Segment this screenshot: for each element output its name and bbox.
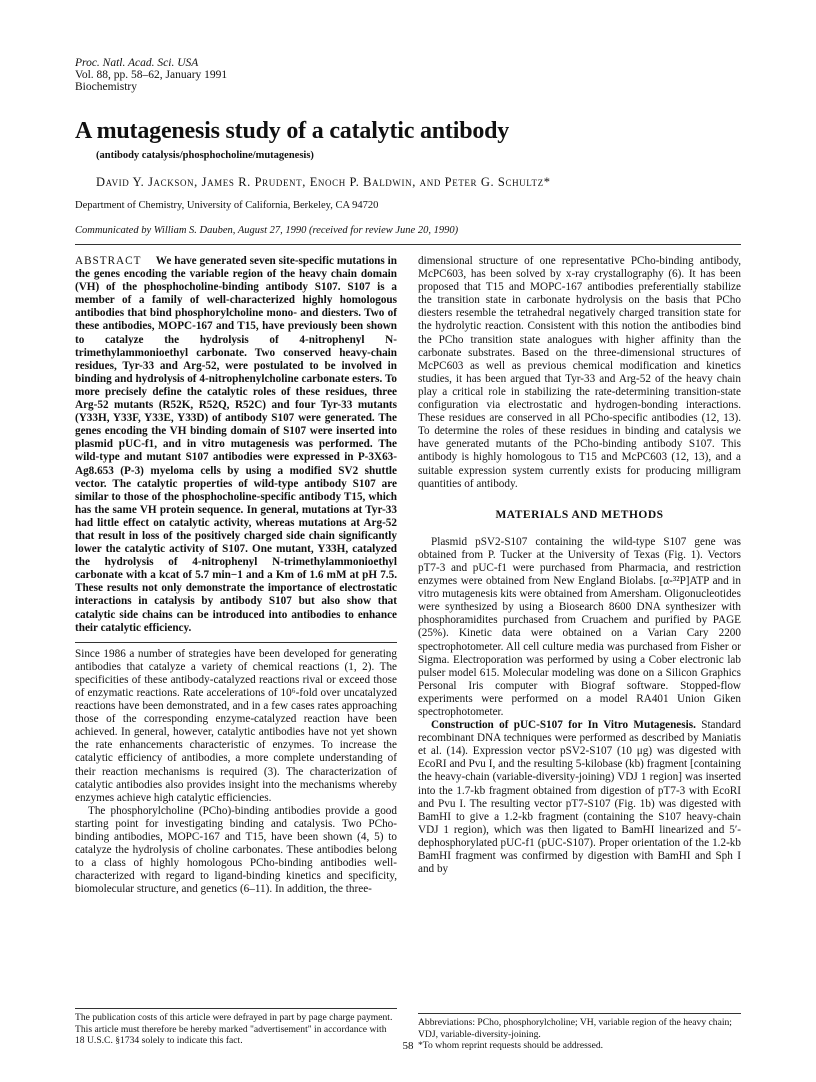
left-column — [75, 255, 397, 897]
intro-paragraph-2: The phosphorylcholine (PCho)-binding antibodies provide a good starting point for investigating binding and catalysis. Two PCho-binding antibodies, MOPC-167 and T15, have been shown (4, 5) to catalyze the hydrolysis of choline carbonates. These antibodies belong to a class of highly homologous PCho-binding antibodies well-characterized with regard to ligand-binding kinetics and specificity, biomolecular structure, and genetics (6–11). In addition, the three- — [75, 804, 397, 896]
methods-runin-heading: Construction of pUC-S107 for In Vitro Mutagenesis. — [431, 719, 696, 732]
footnotes-right — [418, 1017, 741, 1052]
communicated-by: Communicated by William S. Dauben, August 27, 1990 (received for review June 20, 1990) — [75, 225, 459, 236]
methods-paragraph-2-text: Standard recombinant DNA techniques were performed as described by Maniatis et al. (14). Expression vector pSV2-S107 (10 μg) was digested with EcoRI and Pvu I, and the resulting 5-kilobase (kb) fragment [containing the heavy-chain (variable-diversity-joining) VDJ 1 region] was inserted into the 1.7-kb fragment obtained from digestion of pT7-3 with EcoRI and Pvu I. The resulting vector pT7-S107 (Fig. 1b) was digested with BamHI to give a 1.2-kb fragment (containing the S107 heavy-chain VDJ 1 region), which was then ligated to BamHI linearized and 5′-dephosphorylated pUC-f1 (pUC-S107). Proper orientation of the 1.2-kb BamHI fragment was confirmed by digestion with BamHI and Sph I and by — [418, 719, 741, 876]
methods-paragraph-2 — [418, 719, 741, 876]
article-keywords: (antibody catalysis/phosphocholine/mutagenesis) — [96, 150, 314, 161]
header-rule — [75, 244, 741, 245]
methods-paragraph-1: Plasmid pSV2-S107 containing the wild-type S107 gene was obtained from P. Tucker at the University of Texas (Fig. 1). Vectors pT7-3 and pUC-f1 were purchased from Pharmacia, and restriction enzymes were obtained from New England Biolabs. [α-³²P]ATP and in vitro mutagenesis kits were obtained from Amersham. Oligonucleotides were synthesized by using a Biosearch 8600 DNA synthesizer with phosphoramidites purchased from Cruachem and purified by PAGE (25%). Kinetic data were obtained on a Varian Cary 2200 spectrophotometer. All cell culture media was purchased from Fisher or Sigma. Electroporation was performed by using a Cober electronic lab pulser model 615. Molecular modeling was done on a Silicon Graphics Personal Iris computer with Biograf software. Stopped-flow experiments were performed on a model RA401 Union Giken spectrophotometer. — [418, 535, 741, 718]
footnote-rule-right — [418, 1013, 741, 1014]
footnote-abbreviations: Abbreviations: PCho, phosphorylcholine; VH, variable region of the heavy chain; VDJ, variable-diversity-joining. — [418, 1017, 732, 1040]
page-number: 58 — [402, 1040, 414, 1052]
journal-volume: Vol. 88, pp. 58–62, January 1991 — [75, 69, 228, 81]
article-authors: David Y. Jackson, James R. Prudent, Enoch P. Baldwin, and Peter G. Schultz* — [96, 175, 551, 189]
journal-header — [75, 57, 227, 93]
right-column — [418, 255, 741, 876]
intro-continuation: dimensional structure of one representative PCho-binding antibody, McPC603, has been solved by x-ray crystallography (6). It has been proposed that T15 and MOPC-167 antibodies preferentially stabilize the transition state in carbonate hydrolysis on the basis that PCho diesters resemble the tetrahedral negatively charged transition state for the hydrolytic reaction. Consistent with this notion the antibodies bind the PCho transition state analogues with higher affinity than the carbonate substrates. Based on the three-dimensional structures of McPC603 as well as previous chemical modification and kinetics studies, it has been argued that Tyr-33 and Arg-52 of the heavy chain play a critical role in stabilizing the rate-determining transition-state configuration via electrostatic and hydrogen-bonding interactions. These residues are conserved in all PCho-specific antibodies (12, 13). To determine the roles of these residues in binding and catalysis we have generated mutants of the PCho-binding antibody S107. This antibody is highly homologous to T15 and McPC603 (12, 13), and a suitable expression system currently exists for producing milligram quantities of antibody. — [418, 255, 741, 490]
journal-name: Proc. Natl. Acad. Sci. USA — [75, 57, 199, 69]
abstract-label: ABSTRACT — [75, 255, 142, 267]
article-title: A mutagenesis study of a catalytic antibody — [75, 118, 510, 144]
footnote-reprint: *To whom reprint requests should be addressed. — [418, 1040, 604, 1051]
footnote-publication-costs: The publication costs of this article were defrayed in part by page charge payment. This article must therefore be hereby marked "advertisement" in accordance with 18 U.S.C. §1734 solely to indicate this fact. — [75, 1012, 393, 1046]
footnote-rule-left — [75, 1008, 397, 1009]
abstract-rule — [75, 642, 397, 643]
intro-paragraph-1: Since 1986 a number of strategies have been developed for generating antibodies that catalyze a variety of chemical reactions (1, 2). The specificities of these antibody-catalyzed reactions rival or exceed those of enzymatic reactions. Rate accelerations of 10⁶-fold over uncatalyzed reactions have been demonstrated, and in a few cases rates approaching those of the corresponding enzyme-catalyzed reaction have been achieved. In general, however, catalytic antibodies have not yet shown the rate enhancements characteristic of enzymes. To increase the catalytic efficiency of antibodies, a more complete understanding of their reaction mechanisms is required (3). The characterization of catalytic antibodies also provides insight into the mechanisms whereby enzymes achieve high catalytic efficiencies. — [75, 647, 397, 804]
journal-section: Biochemistry — [75, 81, 137, 93]
abstract-text: We have generated seven site-specific mutations in the genes encoding the variable region of the heavy chain domain (VH) of the phosphocholine-binding antibody S107. S107 is a member of a family of well-characterized highly homologous antibodies that bind phosphorylcholine mono- and diesters. Two of these antibodies, MOPC-167 and T15, have previously been shown to catalyze the hydrolysis of 4-nitrophenyl N-trimethylammonioethyl carbonate. Two conserved heavy-chain residues, Tyr-33 and Arg-52, were postulated to be involved in binding and hydrolysis of 4-nitrophenylcholine carbonate esters. To more precisely define the catalytic roles of these residues, three Arg-52 mutants (R52K, R52Q, R52C) and four Tyr-33 mutants (Y33H, Y33F, Y33E, Y33D) of antibody S107 were generated. The genes encoding the VH binding domain of S107 were inserted into plasmid pUC-f1, and in vitro mutagenesis was performed. The wild-type and mutant S107 antibodies were expressed in P-3X63-Ag8.653 (P-3) myeloma cells by using a modified SV2 shuttle vector. The catalytic properties of wild-type antibody S107 are similar to those of the phosphocholine-specific antibody T15, which has the same VH protein sequence. In general, mutations at Tyr-33 had little effect on catalytic activity, whereas mutations at Arg-52 that result in loss of the positively charged side chain significantly lower the catalytic activity of S107. One mutant, Y33H, catalyzed the hydrolysis of 4-nitrophenyl N-trimethylammonioethyl carbonate with a kcat of 5.7 min−1 and a Km of 1.6 mM at pH 7.5. These results not only demonstrate the importance of electrostatic interactions in catalysis by antibody S107 but also show that catalytic side chains can be introduced into antibodies to enhance their catalytic efficiency. — [75, 255, 397, 634]
affiliation: Department of Chemistry, University of California, Berkeley, CA 94720 — [75, 200, 379, 211]
abstract — [75, 255, 397, 635]
methods-heading: MATERIALS AND METHODS — [495, 508, 664, 521]
